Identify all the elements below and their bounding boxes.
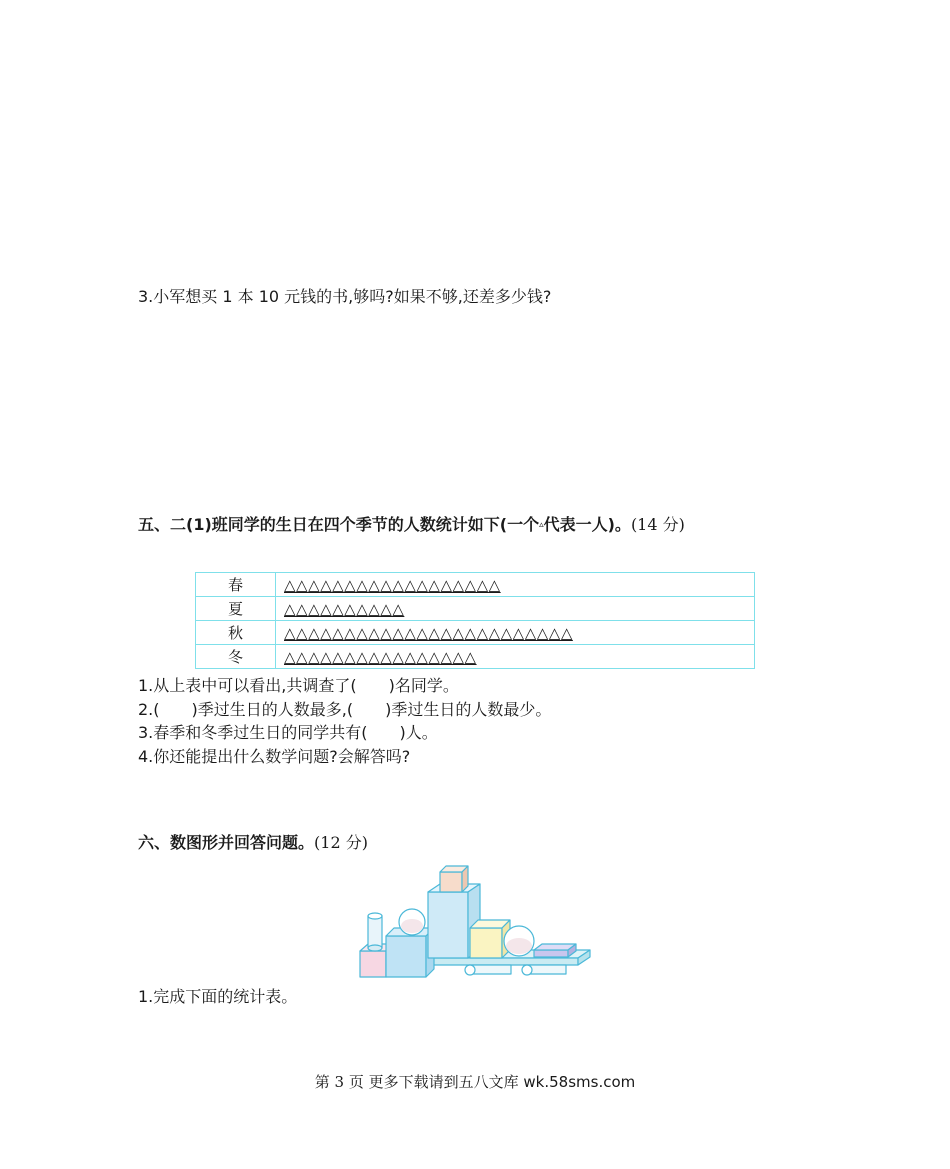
section-5-question-1: 1.从上表中可以看出,共调查了( )名同学。 <box>138 676 459 695</box>
season-cell: 春 <box>196 573 276 597</box>
table-row <box>196 645 755 669</box>
problem-3 <box>138 286 551 308</box>
section-5-heading <box>138 514 685 536</box>
section-5-question-2: 2.( )季过生日的人数最多,( )季过生日的人数最少。 <box>138 700 552 719</box>
section-5-score: (14 分) <box>630 515 685 534</box>
shapes-figure <box>356 862 594 980</box>
sphere-left-shade <box>401 919 423 933</box>
roller-right-end <box>522 965 532 975</box>
tall-cuboid-front <box>428 892 468 958</box>
triangle-icon: ▵ <box>539 520 544 530</box>
tally-cell: △△△△△△△△△△△△△△△△△△ <box>276 573 755 597</box>
section-6-heading <box>138 832 368 854</box>
plank-front <box>426 958 578 965</box>
section-5-title-tail: 代表一人)。 <box>543 515 631 534</box>
table-row <box>196 621 755 645</box>
section-5-title: 五、二(1)班同学的生日在四个季节的人数统计如下(一个 <box>138 515 540 534</box>
yellow-cube-front <box>470 928 502 958</box>
page-footer <box>0 1071 950 1092</box>
birthday-season-table <box>195 572 755 669</box>
flat-block-front <box>534 950 568 957</box>
season-cell: 夏 <box>196 597 276 621</box>
section-6-title: 六、数图形并回答问题。 <box>138 833 315 852</box>
beige-cube-front <box>440 872 462 892</box>
season-cell: 冬 <box>196 645 276 669</box>
section-6-question-1: 1.完成下面的统计表。 <box>138 987 298 1006</box>
blue-cube-front <box>386 936 426 977</box>
cylinder-body <box>368 916 382 948</box>
table-row <box>196 597 755 621</box>
problem-3-text: 3.小军想买 1 本 10 元钱的书,够吗?如果不够,还差多少钱? <box>138 287 552 306</box>
section-5-question-4: 4.你还能提出什么数学问题?会解答吗? <box>138 747 411 766</box>
footer-site-link[interactable]: wk.58sms.com <box>523 1073 636 1091</box>
sphere-right-shade <box>506 938 532 954</box>
cylinder-top <box>368 913 382 919</box>
tally-cell: △△△△△△△△△△△△△△△△△△△△△△△△ <box>276 621 755 645</box>
roller-left-end <box>465 965 475 975</box>
tally-cell: △△△△△△△△△△△△△△△△ <box>276 645 755 669</box>
tally-cell: △△△△△△△△△△ <box>276 597 755 621</box>
section-5-question-3: 3.春季和冬季过生日的同学共有( )人。 <box>138 723 438 742</box>
season-cell: 秋 <box>196 621 276 645</box>
table-row <box>196 573 755 597</box>
pink-cube-front <box>360 951 386 977</box>
section-6-score: (12 分) <box>314 833 368 852</box>
cylinder-bottom <box>368 945 382 951</box>
footer-page-text: 第 3 页 更多下载请到五八文库 <box>314 1073 519 1091</box>
